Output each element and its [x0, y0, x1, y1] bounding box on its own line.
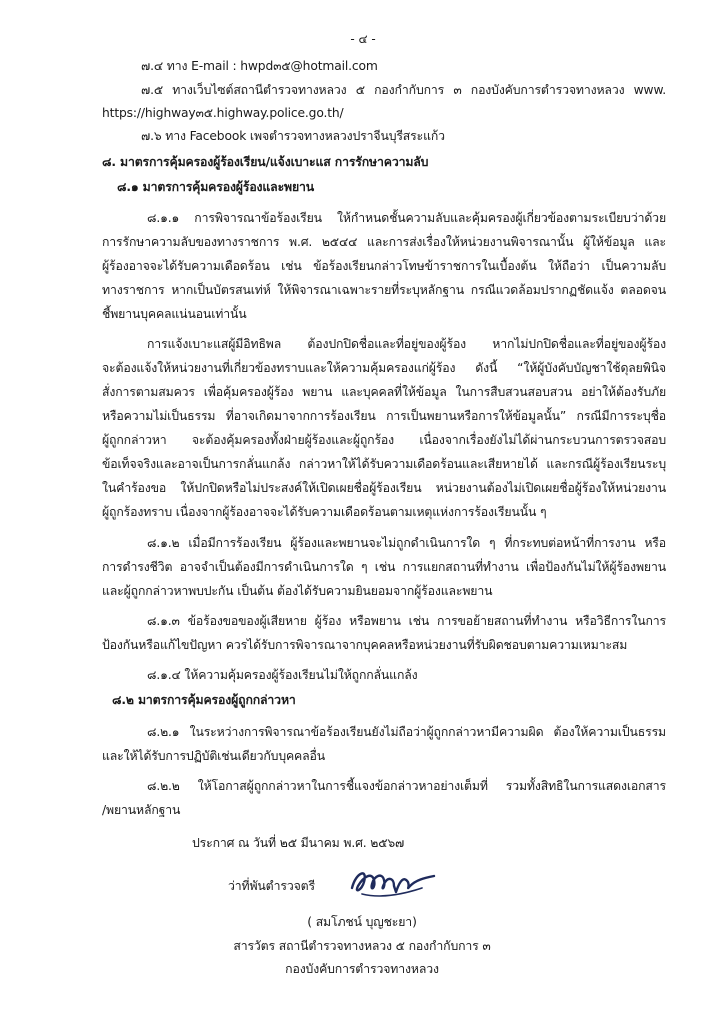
paragraph-8-1-4: ๘.๑.๔ ให้ความคุ้มครองผู้ร้องเรียนไม่ให้ถูกกลั่นแกล้ง	[147, 668, 418, 682]
paragraph-line: จะต้องแจ้งให้หน่วยงานที่เกี่ยวข้องทราบและให้ความคุ้มครองแก่ผู้ร้อง ดังนี้ “ให้ผู้บังคับบัญชาใช้ดุลยพินิจ	[102, 361, 666, 375]
signer-rank: ว่าที่พันตำรวจตรี	[228, 879, 315, 893]
signer-name: ( สมโภชน์ บุญชะยา)	[307, 915, 417, 929]
paragraph-line: ผู้ถูกกล่าวหา จะต้องคุ้มครองทั้งฝ่ายผู้ร้องและผู้ถูกร้อง เนื่องจากเรื่องยังไม่ได้ผ่านกระบวนการตรวจสอบ	[102, 433, 666, 447]
paragraph-line: ป้องกันหรือแก้ไขปัญหา ควรได้รับการพิจารณาจากบุคคลหรือหน่วยงานที่รับผิดชอบตามความเหมาะสม	[102, 638, 628, 652]
paragraph-line: ทางราชการ หากเป็นบัตรสนเท่ห์ ให้พิจารณาเฉพาะรายที่ระบุหลักฐาน กรณีแวดล้อมปรากฏชัดแจ้ง ตลอดจน	[102, 283, 666, 297]
paragraph-line: การแจ้งเบาะแสผู้มีอิทธิพล ต้องปกปิดชื่อและที่อยู่ของผู้ร้อง หากไม่ปกปิดชื่อและที่อยู่ของผู้ร้อง	[147, 337, 666, 351]
contact-website-line2: https://highway๓๕.highway.police.go.th/	[102, 106, 344, 120]
contact-facebook: ๗.๖ ทาง Facebook เพจตำรวจทางหลวงปราจีนบุรีสระแก้ว	[141, 129, 445, 143]
paragraph-line: หรือความไม่เป็นธรรม ที่อาจเกิดมาจากการร้องเรียน การเป็นพยานหรือการให้ข้อมูลนั้น” กรณีมีการระบุชื่อ	[102, 409, 666, 423]
paragraph-line: ข้อเท็จจริงและอาจเป็นการกลั่นแกล้ง กล่าวหาให้ได้รับความเดือดร้อนและเสียหายได้ และกรณีผู้ร้องเรียนระบุ	[102, 457, 666, 471]
paragraph-line: ๘.๒.๑ ในระหว่างการพิจารณาข้อร้องเรียนยังไม่ถือว่าผู้ถูกกล่าวหามีความผิด ต้องให้ความเป็นธรรม	[147, 725, 666, 739]
contact-email: ๗.๔ ทาง E-mail : hwpd๓๕@hotmail.com	[141, 59, 378, 73]
signature-image	[342, 858, 438, 906]
paragraph-line: ๘.๑.๒ เมื่อมีการร้องเรียน ผู้ร้องและพยานจะไม่ถูกดำเนินการใด ๆ ที่กระทบต่อหน้าที่การงาน หรือ	[147, 536, 666, 550]
paragraph-line: ผู้ร้องอาจจะได้รับความเดือดร้อน เช่น ข้อร้องเรียนกล่าวโทษข้าราชการในเบื้องต้น ให้ถือว่า เป็นความลับ	[102, 259, 666, 273]
paragraph-line: ๘.๒.๒ ให้โอกาสผู้ถูกกล่าวหาในการชี้แจงข้อกล่าวหาอย่างเต็มที่ รวมทั้งสิทธิในการแสดงเอกสาร	[147, 779, 666, 793]
announcement-date: ประกาศ ณ วันที่ ๒๕ มีนาคม พ.ศ. ๒๕๖๗	[192, 836, 405, 850]
paragraph-line: ๘.๑.๓ ข้อร้องขอของผู้เสียหาย ผู้ร้อง หรือพยาน เช่น การขอย้ายสถานที่ทำงาน หรือวิธีการในการ	[147, 614, 666, 628]
paragraph-line: และผู้ถูกกล่าวหาพบปะกัน เป็นต้น ต้องได้รับความยินยอมจากผู้ร้องและพยาน	[102, 584, 493, 598]
signer-position: สารวัตร สถานีตำรวจทางหลวง ๕ กองกำกับการ ๓	[233, 939, 491, 953]
signer-department: กองบังคับการตำรวจทางหลวง	[285, 962, 439, 976]
section-8-1-heading: ๘.๑ มาตรการคุ้มครองผู้ร้องและพยาน	[117, 180, 315, 194]
paragraph-line: /พยานหลักฐาน	[102, 803, 181, 817]
paragraph-line: ในคำร้องขอ ให้ปกปิดหรือไม่ประสงค์ให้เปิดเผยชื่อผู้ร้องเรียน หน่วยงานต้องไม่เปิดเผยชื่อผู้ร้องให้หน่วยงาน	[102, 481, 666, 495]
contact-website-line1: ๗.๕ ทางเว็บไซต์สถานีตำรวจทางหลวง ๕ กองกำกับการ ๓ กองบังคับการตำรวจทางหลวง www.	[141, 83, 666, 97]
section-8-heading: ๘. มาตรการคุ้มครองผู้ร้องเรียน/แจ้งเบาะแส การรักษาความลับ	[102, 155, 429, 169]
paragraph-line: และให้ได้รับการปฏิบัติเช่นเดียวกับบุคคลอื่น	[102, 749, 326, 763]
paragraph-line: ผู้ถูกร้องทราบ เนื่องจากผู้ร้องอาจจะได้รับความเดือดร้อนตามเหตุแห่งการร้องเรียนนั้น ๆ	[102, 505, 547, 519]
section-8-2-heading: ๘.๒ มาตรการคุ้มครองผู้ถูกกล่าวหา	[112, 693, 296, 707]
paragraph-line: ๘.๑.๑ การพิจารณาข้อร้องเรียน ให้กำหนดชั้นความลับและคุ้มครองผู้เกี่ยวข้องตามระเบียบว่าด้วย	[147, 211, 666, 225]
paragraph-line: สั่งการตามสมควร เพื่อคุ้มครองผู้ร้อง พยาน และบุคคลที่ให้ข้อมูล ในการสืบสวนสอบสวน อย่าให้ต้องรับภัย	[102, 385, 666, 399]
page-number: - ๔ -	[350, 32, 376, 46]
paragraph-line: ชี้พยานบุคคลแน่นอนเท่านั้น	[102, 307, 247, 321]
paragraph-line: การรักษาความลับของทางราชการ พ.ศ. ๒๕๔๔ และการส่งเรื่องให้หน่วยงานพิจารณานั้น ผู้ให้ข้อมูล และ	[102, 235, 666, 249]
paragraph-line: การดำรงชีวิต อาจจำเป็นต้องมีการดำเนินการใด ๆ เช่น การแยกสถานที่ทำงาน เพื่อป้องกันไม่ให้ผู้ร้องพยาน	[102, 560, 666, 574]
